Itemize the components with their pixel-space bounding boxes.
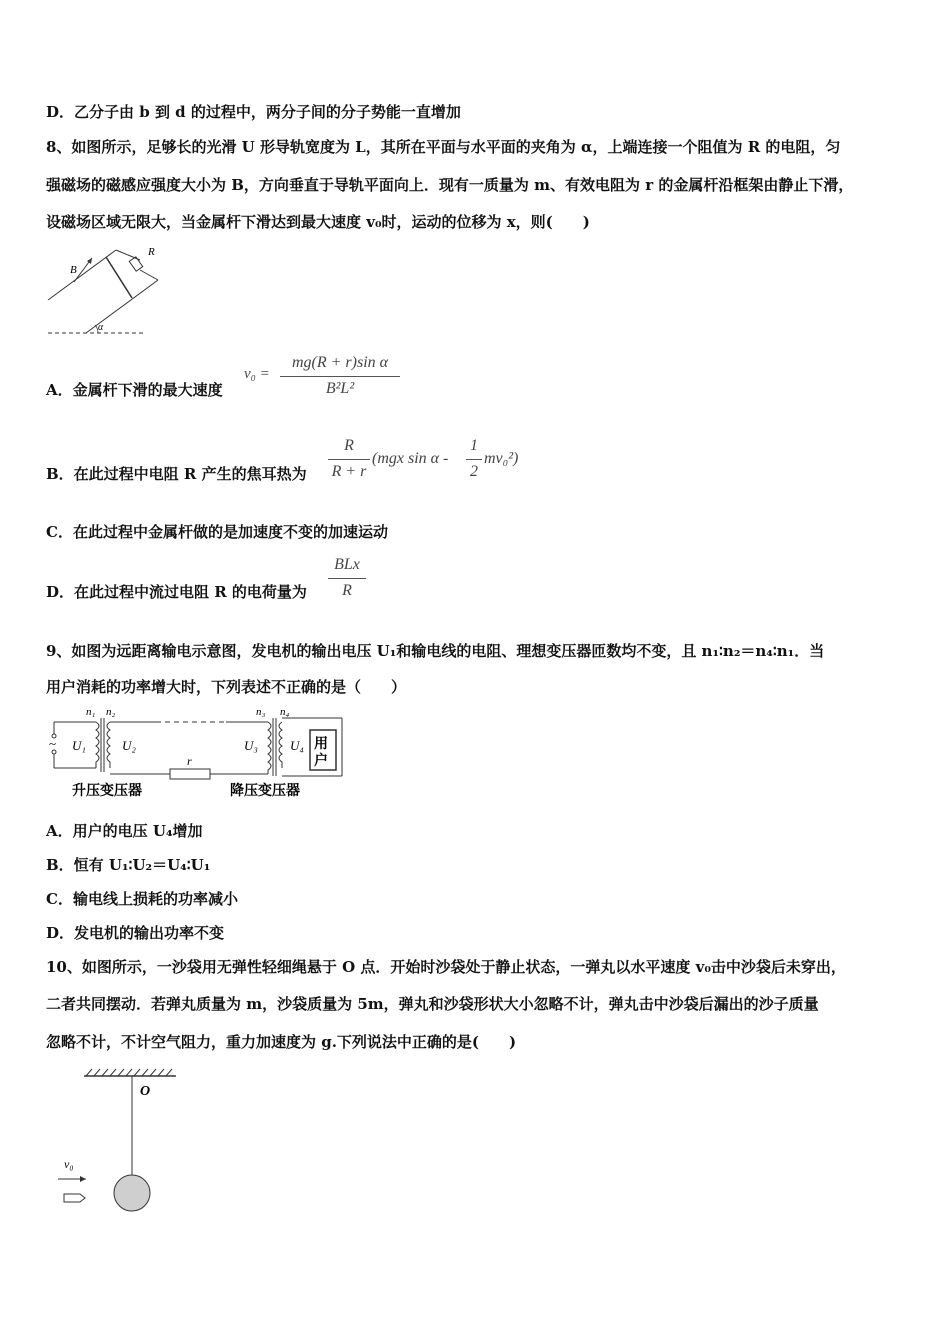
q10-label-o: O <box>140 1084 151 1099</box>
q9-option-b: B．恒有 U₁∶U₂＝U₄∶U₁ <box>46 856 211 874</box>
q8-option-a-numerator: mg(R + r)sin α <box>291 354 389 371</box>
q8-option-a-denominator: B²L² <box>325 380 355 397</box>
q10-label-v0: v₀ <box>64 1157 74 1171</box>
q8-stem-line-1: 8、如图所示，足够长的光滑 U 形导轨宽度为 L，其所在平面与水平面的夹角为 α，上端连接一个阻值为 R 的电阻，匀 <box>46 138 841 156</box>
q8-option-d-denominator: R <box>342 582 352 599</box>
q9-label-u3: U₃ <box>244 738 258 753</box>
q10-stem-line-3: 忽略不计，不计空气阻力，重力加速度为 g.下列说法中正确的是( ) <box>46 1033 517 1051</box>
q8-metal-rod <box>106 257 132 298</box>
q8-stem-line-3: 设磁场区域无限大，当金属杆下滑达到最大速度 v₀时，运动的位移为 x，则( ) <box>46 213 590 231</box>
q8-option-d: D．在此过程中流过电阻 R 的电荷量为 <box>46 583 307 601</box>
q9-label-n2: n₂ <box>106 706 116 718</box>
q9-stem-line-2: 用户消耗的功率增大时，下列表述不正确的是（ ） <box>46 678 407 696</box>
q9-option-a: A．用户的电压 U₄增加 <box>46 822 203 840</box>
q9-coil-n4 <box>279 722 282 768</box>
q8-option-a-fraction-bar <box>280 376 400 377</box>
q8-option-b-half-den: 2 <box>470 463 478 480</box>
q9-label-n1: n₁ <box>86 706 96 718</box>
q8-label-r: R <box>148 246 155 258</box>
q8-option-c: C．在此过程中金属杆做的是加速度不变的加速运动 <box>46 523 388 541</box>
q9-label-u4: U₄ <box>290 738 304 753</box>
q9-ac-symbol: ~ <box>49 736 57 751</box>
q9-transmission-figure <box>46 704 346 800</box>
q7-option-d: D．乙分子由 b 到 d 的过程中，两分子间的分子势能一直增加 <box>46 103 461 121</box>
q10-sandbag <box>114 1175 150 1211</box>
q9-label-n4: n₄ <box>280 706 290 718</box>
q8-label-b: B <box>70 264 77 276</box>
q9-user-label-1: 用 <box>314 737 328 752</box>
q10-pendulum-figure <box>56 1064 186 1220</box>
q8-option-a-lhs: v₀ = <box>244 366 270 382</box>
q10-stem-line-1: 10、如图所示，一沙袋用无弹性轻细绳悬于 O 点．开始时沙袋处于静止状态，一弹丸以水平速度 v₀击中沙袋后未穿出， <box>46 958 846 976</box>
q8-option-b-bracket-start: (mgx sin α - <box>372 450 449 467</box>
q9-option-d: D．发电机的输出功率不变 <box>46 924 225 942</box>
q9-coil-n3 <box>268 722 271 774</box>
q8-incline-figure <box>46 240 166 336</box>
q9-coil-n1 <box>96 722 99 768</box>
q8-rail-right <box>86 280 158 333</box>
q9-label-n3: n₃ <box>256 706 266 718</box>
q8-option-d-numerator: BLx <box>334 556 360 573</box>
q8-option-b: B．在此过程中电阻 R 产生的焦耳热为 <box>46 465 307 483</box>
q9-label-u2: U₂ <box>122 738 136 753</box>
q8-option-b-half-num: 1 <box>470 437 478 454</box>
q8-option-b-denominator: R + r <box>331 463 367 480</box>
q8-option-a: A．金属杆下滑的最大速度 <box>46 381 223 399</box>
q9-label-u1: U₁ <box>72 738 86 753</box>
q9-step-up-label: 升压变压器 <box>72 784 142 799</box>
q9-user-label-2: 户 <box>314 754 328 769</box>
q9-option-c: C．输电线上损耗的功率减小 <box>46 890 238 908</box>
q8-label-alpha: α <box>98 322 104 333</box>
q9-step-down-label: 降压变压器 <box>230 784 300 799</box>
q9-line-resistor <box>170 769 210 779</box>
q8-option-b-bracket-end: mv₀²) <box>484 450 519 467</box>
q9-label-r: r <box>187 754 192 768</box>
q8-top-wire <box>116 250 140 260</box>
q10-stem-line-2: 二者共同摆动．若弹丸质量为 m，沙袋质量为 5m，弹丸和沙袋形状大小忽略不计，弹丸击中沙袋后漏出的沙子质量 <box>46 995 819 1013</box>
q10-bullet <box>64 1194 85 1202</box>
q8-option-b-fraction-bar <box>328 459 370 460</box>
q8-option-b-numerator: R <box>344 437 354 454</box>
q8-resistor <box>129 257 142 271</box>
q8-stem-line-2: 强磁场的磁感应强度大小为 B，方向垂直于导轨平面向上．现有一质量为 m、有效电阻为 r 的金属杆沿框架由静止下滑， <box>46 176 854 194</box>
q9-coil-n2 <box>107 722 110 768</box>
q9-stem-line-1: 9、如图为远距离输电示意图，发电机的输出电压 U₁和输电线的电阻、理想变压器匝数均不变，且 n₁∶n₂＝n₄∶n₁．当 <box>46 642 825 660</box>
